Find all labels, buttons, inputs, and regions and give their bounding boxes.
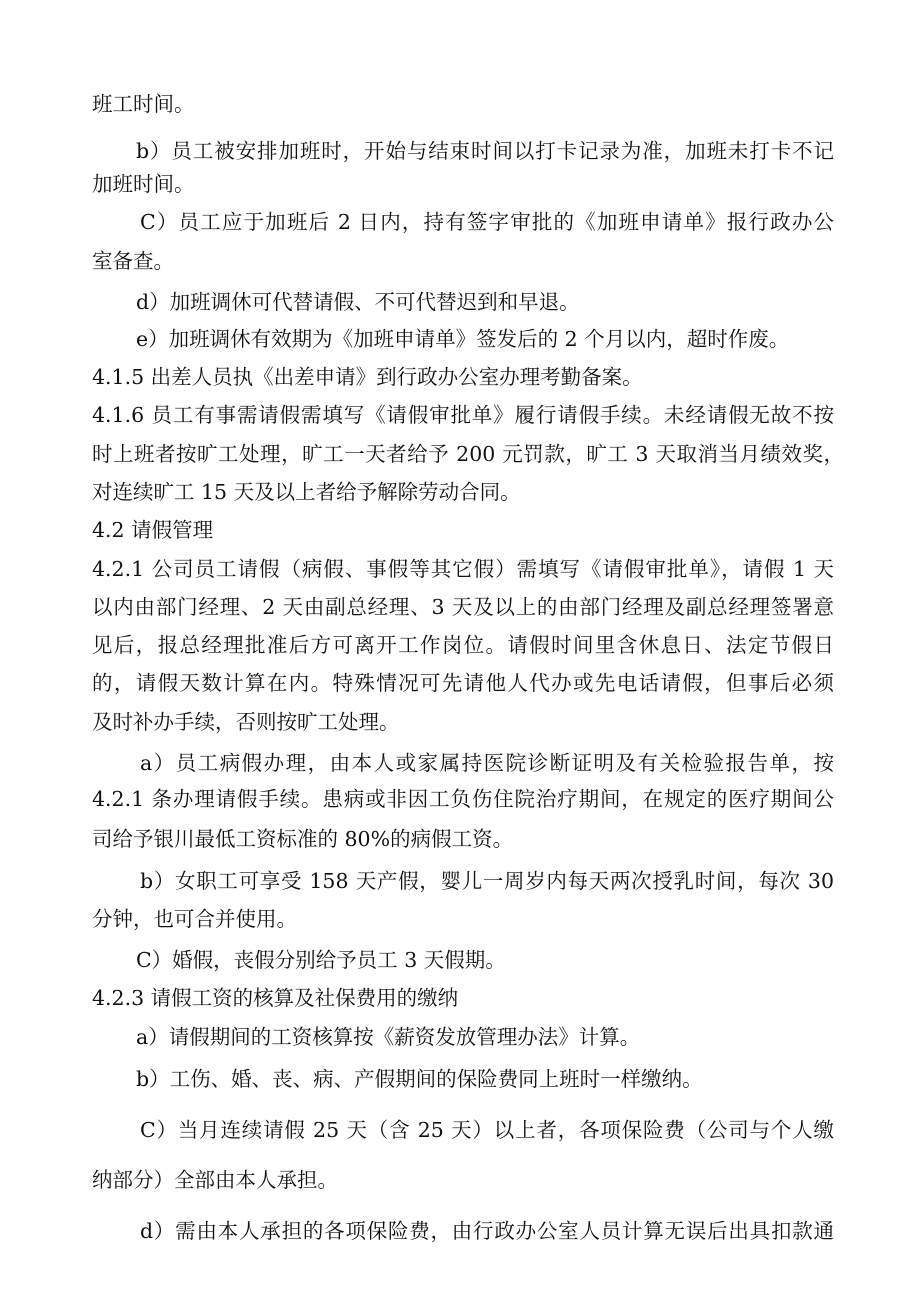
text-line: C）婚假，丧假分别给予员工 3 天假期。	[136, 948, 506, 972]
text-line: b）工伤、婚、丧、病、产假期间的保险费同上班时一样缴纳。	[136, 1067, 703, 1091]
text-line: a）请假期间的工资核算按《薪资发放管理办法》计算。	[136, 1025, 641, 1049]
text-line: d）需由本人承担的各项保险费，由行政办公室人员计算无误后出具扣款通	[140, 1219, 834, 1243]
text-line: 对连续旷工 15 天及以上者给予解除劳动合同。	[92, 480, 521, 504]
section-heading: 4.2.3 请假工资的核算及社保费用的缴纳	[92, 986, 459, 1010]
text-line: 4.2.1 公司员工请假（病假、事假等其它假）需填写《请假审批单》，请假 1 天	[92, 557, 834, 581]
text-line: 班工时间。	[92, 92, 195, 116]
text-line: 时上班者按旷工处理，旷工一天者给予 200 元罚款，旷工 3 天取消当月绩效奖，	[92, 442, 844, 466]
text-line: 纳部分）全部由本人承担。	[92, 1168, 338, 1192]
text-line: C）员工应于加班后 2 日内，持有签字审批的《加班申请单》报行政办公	[140, 210, 834, 234]
text-line: b）员工被安排加班时，开始与结束时间以打卡记录为准，加班未打卡不记	[136, 139, 834, 163]
text-line: 见后，报总经理批准后方可离开工作岗位。请假时间里含休息日、法定节假日	[92, 633, 834, 657]
text-line: 以内由部门经理、2 天由副总经理、3 天及以上的由部门经理及副总经理签署意	[92, 595, 834, 619]
text-line: d）加班调休可代替请假、不可代替迟到和早退。	[136, 290, 580, 314]
section-heading: 4.2 请假管理	[92, 518, 214, 542]
text-line: 4.1.5 出差人员执《出差申请》到行政办公室办理考勤备案。	[92, 365, 643, 389]
text-line: a）员工病假办理，由本人或家属持医院诊断证明及有关检验报告单，按	[140, 751, 834, 775]
text-line: 司给予银川最低工资标准的 80%的病假工资。	[92, 827, 514, 851]
text-line: 分钟，也可合并使用。	[92, 907, 297, 931]
text-line: 及时补办手续，否则按旷工处理。	[92, 710, 400, 734]
text-line: 4.1.6 员工有事需请假需填写《请假审批单》履行请假手续。未经请假无故不按	[92, 403, 834, 427]
text-line: 室备查。	[92, 249, 174, 273]
text-line: b）女职工可享受 158 天产假，婴儿一周岁内每天两次授乳时间，每次 30	[140, 869, 834, 893]
text-line: 加班时间。	[92, 172, 195, 196]
text-line: 的，请假天数计算在内。特殊情况可先请他人代办或先电话请假，但事后必须	[92, 671, 834, 695]
text-line: 4.2.1 条办理请假手续。患病或非因工负伤住院治疗期间，在规定的医疗期间公	[92, 787, 834, 811]
text-line: C）当月连续请假 25 天（含 25 天）以上者，各项保险费（公司与个人缴	[140, 1118, 834, 1142]
text-line: e）加班调休有效期为《加班申请单》签发后的 2 个月以内，超时作废。	[136, 327, 790, 351]
